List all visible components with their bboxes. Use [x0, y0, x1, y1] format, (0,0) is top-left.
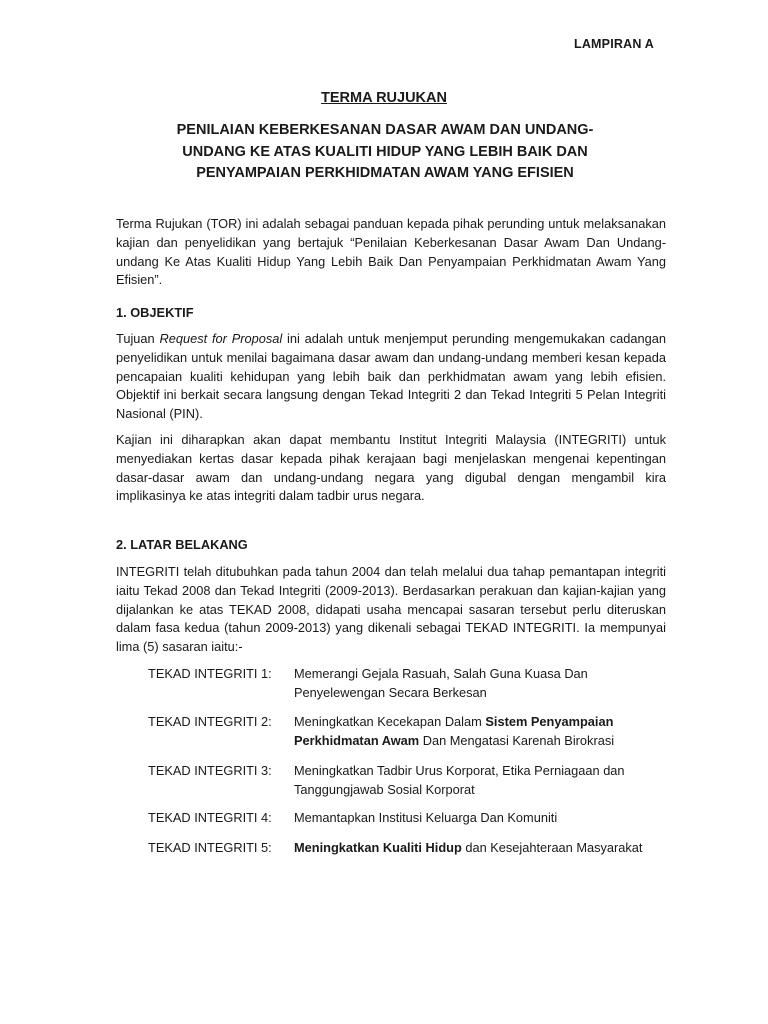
subtitle-line: PENILAIAN KEBERKESANAN DASAR AWAM DAN UNDANG- [176, 122, 594, 138]
subtitle-line: PENYAMPAIAN PERKHIDMATAN AWAM YANG EFISIEN [196, 165, 574, 181]
objektif-p1-italic: Request for Proposal [159, 331, 283, 346]
objektif-paragraph-1 [116, 330, 666, 424]
tekad-text-part: Meningkatkan Tadbir Urus Korporat, Etika Perniagaan dan Tanggungjawab Sosial Korporat [294, 763, 625, 797]
tekad-text [294, 809, 673, 828]
objektif-block-2 [116, 431, 666, 506]
document-subtitle [130, 120, 640, 185]
intro-block [116, 215, 666, 290]
objektif-p1-prefix: Tujuan [116, 331, 160, 346]
tekad-item-5 [148, 839, 673, 858]
tekad-text [294, 762, 673, 800]
tekad-label: TEKAD INTEGRITI 5: [148, 840, 272, 855]
section-heading-latar-belakang: 2. LATAR BELAKANG [116, 537, 248, 552]
tekad-text [294, 665, 673, 703]
tekad-text [294, 839, 673, 858]
latar-belakang-block [116, 563, 666, 657]
tekad-text-part: Memerangi Gejala Rasuah, Salah Guna Kuasa Dan Penyelewengan Secara Berkesan [294, 666, 588, 700]
tekad-text-bold: Sistem Penyampaian Perkhidmatan Awam [294, 714, 614, 748]
tekad-text-part: dan Kesejahteraan Masyarakat [461, 840, 643, 855]
objektif-p1-suffix: ini adalah untuk menjemput perunding mengemukakan cadangan penyelidikan untuk menilai bagaimana dasar awam dan undang-undang memberi kesan kepada pencapaian kualiti kehidupan yang lebih baik dan perkhidmatan awam yang lebih efisien. Objektif ini berkait secara langsung dengan Tekad Integriti 2 dan Tekad Integriti 5 Pelan Integriti Nasional (PIN). [116, 331, 667, 422]
appendix-label: LAMPIRAN A [573, 37, 654, 51]
latar-belakang-paragraph: INTEGRITI telah ditubuhkan pada tahun 2004 dan telah melalui dua tahap pemantapan integriti iaitu Tekad 2008 dan Tekad Integriti (2009-2013). Berdasarkan perakuan dan kajian-kajian yang dijalankan ke atas TEKAD 2008, didapati usaha mencapai sasaran tersebut perlu diteruskan dalam fasa kedua (tahun 2009-2013) yang dikenali sebagai TEKAD INTEGRITI. Ia mempunyai lima (5) sasaran iaitu:- [116, 564, 666, 655]
tekad-item-2 [148, 713, 673, 751]
tekad-text-part: Dan Mengatasi Karenah Birokrasi [419, 732, 615, 748]
section-heading-objektif: 1. OBJEKTIF [116, 305, 194, 320]
tekad-item-3 [148, 762, 673, 800]
intro-paragraph: Terma Rujukan (TOR) ini adalah sebagai panduan kepada pihak perunding untuk melaksanakan kajian dan penyelidikan yang bertajuk “Penilaian Keberkesanan Dasar Awam Dan Undang-undang Ke Atas Kualiti Hidup Yang Lebih Baik Dan Penyampaian Perkhidmatan Awam Yang Efisien”. [116, 216, 666, 288]
objektif-block [116, 330, 666, 424]
tekad-label: TEKAD INTEGRITI 3: [148, 763, 272, 778]
tekad-text-part: Memantapkan Institusi Keluarga Dan Komuniti [294, 810, 558, 825]
subtitle-line: UNDANG KE ATAS KUALITI HIDUP YANG LEBIH BAIK DAN [182, 143, 588, 160]
document-title: TERMA RUJUKAN [321, 90, 447, 106]
tekad-text-bold: Meningkatkan Kualiti Hidup [294, 840, 462, 855]
tekad-label: TEKAD INTEGRITI 1: [148, 666, 272, 681]
tekad-label: TEKAD INTEGRITI 2: [148, 714, 272, 729]
tekad-item-4 [148, 809, 673, 828]
objektif-paragraph-2: Kajian ini diharapkan akan dapat membantu Institut Integriti Malaysia (INTEGRITI) untuk menyediakan kertas dasar kepada pihak kerajaan bagi menjelaskan mengenai kepentingan dasar-dasar awam dan undang-undang negara yang digubal dengan mengambil kira implikasinya ke atas integriti dalam tadbir urus negara. [116, 432, 666, 504]
tekad-text [294, 713, 673, 751]
tekad-item-1 [148, 665, 673, 703]
tekad-label: TEKAD INTEGRITI 4: [148, 810, 272, 825]
tekad-text-part: Meningkatkan Kecekapan Dalam [294, 714, 486, 729]
